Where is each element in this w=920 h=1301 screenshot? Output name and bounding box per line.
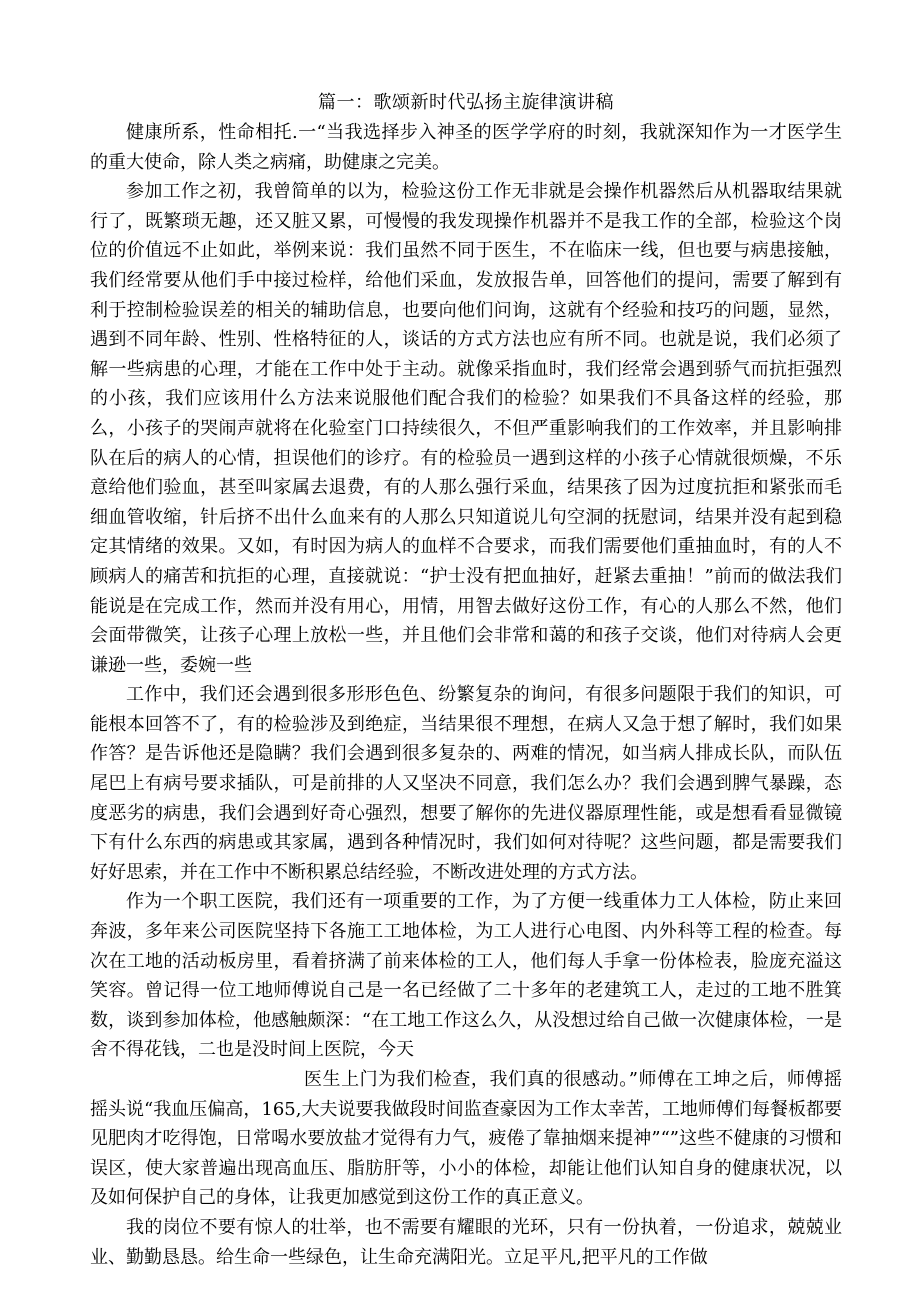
document-title: 篇一：歌颂新时代弘扬主旋律演讲稿 xyxy=(318,92,614,113)
document-page xyxy=(90,88,842,1272)
paragraph-1: 健康所系，性命相托.一“当我选择步入神圣的医学学府的时刻，我就深知作为一才医学生的重大使命，除人类之病痛，助健康之完美。 xyxy=(90,122,842,173)
paragraph-4: 作为一个职工医院，我们还有一项重要的工作，为了方便一线重体力工人体检，防止来回奔波，多年来公司医院坚持下各施工工地体检，为工人进行心电图、内外科等工程的检查。每次在工地的活动板房里，看着挤满了前来体检的工人，他们每人手拿一份体检表，脸庞充溢这笑容。曾记得一位工地师傅说自己是一名已经做了二十多年的老建筑工人，走过的工地不胜箕数，谈到参加体检，他感触颇深：“在工地工作这么久，从没想过给自己做一次健康体检，一是舍不得花钱，二也是没时间上医院，今天 xyxy=(90,891,842,1061)
paragraph-2: 参加工作之初，我曾简单的以为，检验这份工作无非就是会操作机器然后从机器取结果就行了，既繁琐无趣，还又脏又累，可慢慢的我发现操作机器并不是我工作的全部，检验这个岗位的价值远不止如此，举例来说：我们虽然不同于医生，不在临床一线，但也要与病患接触，我们经常要从他们手中接过检样，给他们采血，发放报告单，回答他们的提问，需要了解到有利于控制检验误差的相关的辅助信息，也要向他们问询，这就有个经验和技巧的问题，显然，遇到不同年龄、性别、性格特征的人，谈话的方式方法也应有所不同。也就是说，我们必须了解一些病患的心理，才能在工作中处于主动。就像采指血时，我们经常会遇到骄气而抗拒强烈的小孩，我们应该用什么方法来说服他们配合我们的检验？如果我们不具备这样的经验，那么，小孩子的哭闹声就将在化验室门口持续很久，不但严重影响我们的工作效率，并且影响排队在后的病人的心情，担误他们的诊疗。有的检验员一遇到这样的小孩子心情就很烦燥，不乐意给他们验血，甚至叫家属去退费，有的人那么强行采血，结果孩了因为过度抗拒和紧张而毛细血管收缩，针后挤不出什么血来有的人那么只知道说儿句空洞的抚慰词，结果并没有起到稳定其情绪的效果。又如，有时因为病人的血样不合要求，而我们需要他们重抽血时，有的人不顾病人的痛苦和抗拒的心理，直接就说：“护士没有把血抽好，赶紧去重抽！”前而的做法我们能说是在完成工作，然而并没有用心，用情，用智去做好这份工作，有心的人那么不然，他们会面带微笑，让孩子心理上放松一些，并且他们会非常和蔼的和孩子交谈，他们对待病人会更谦逊一些，委婉一些 xyxy=(90,181,842,676)
paragraph-5-continued: 医生上门为我们检查，我们真的很感动。”师傅在工坤之后，师傅摇摇头说“我血压偏高，165,大夫说要我做段时间监查豪因为工作太幸苦，工地师傅们每餐板都要见肥肉才吃得饱，日常喝水要放盐才觉得有力气，疲倦了靠抽烟来提神”“”这些不健康的习惯和误区，使大家普遍出现高血压、脂肪肝等，小小的体检，却能让他们认知自身的健康状况，以及如何保护自己的身体，让我更加感觉到这份工作的真正意义。 xyxy=(90,1069,842,1209)
paragraph-3: 工作中，我们还会遇到很多形形色色、纷繁复杂的询问，有很多问题限于我们的知识，可能根本回答不了，有的检验涉及到绝症，当结果很不理想，在病人又急于想了解时，我们如果作答？是告诉他还是隐瞒？我们会遇到很多复杂的、两难的情况，如当病人排成长队，而队伍尾巴上有病号要求插队，可是前排的人又坚决不同意，我们怎么办？我们会遇到脾气暴躁，态度恶劣的病患，我们会遇到好奇心强烈，想要了解你的先进仪器原理性能，或是想看看显微镜下有什么东西的病患或其家属，遇到各种情况时，我们如何对待呢？这些问题，都是需要我们好好思索，并在工作中不断积累总结经验，不断改进处理的方式方法。 xyxy=(90,684,842,883)
paragraph-6: 我的岗位不要有惊人的壮举，也不需要有耀眼的光环，只有一份执着，一份追求，兢兢业业、勤勤恳恳。给生命一些绿色，让生命充满阳光。立足平凡,把平凡的工作做 xyxy=(90,1216,842,1268)
